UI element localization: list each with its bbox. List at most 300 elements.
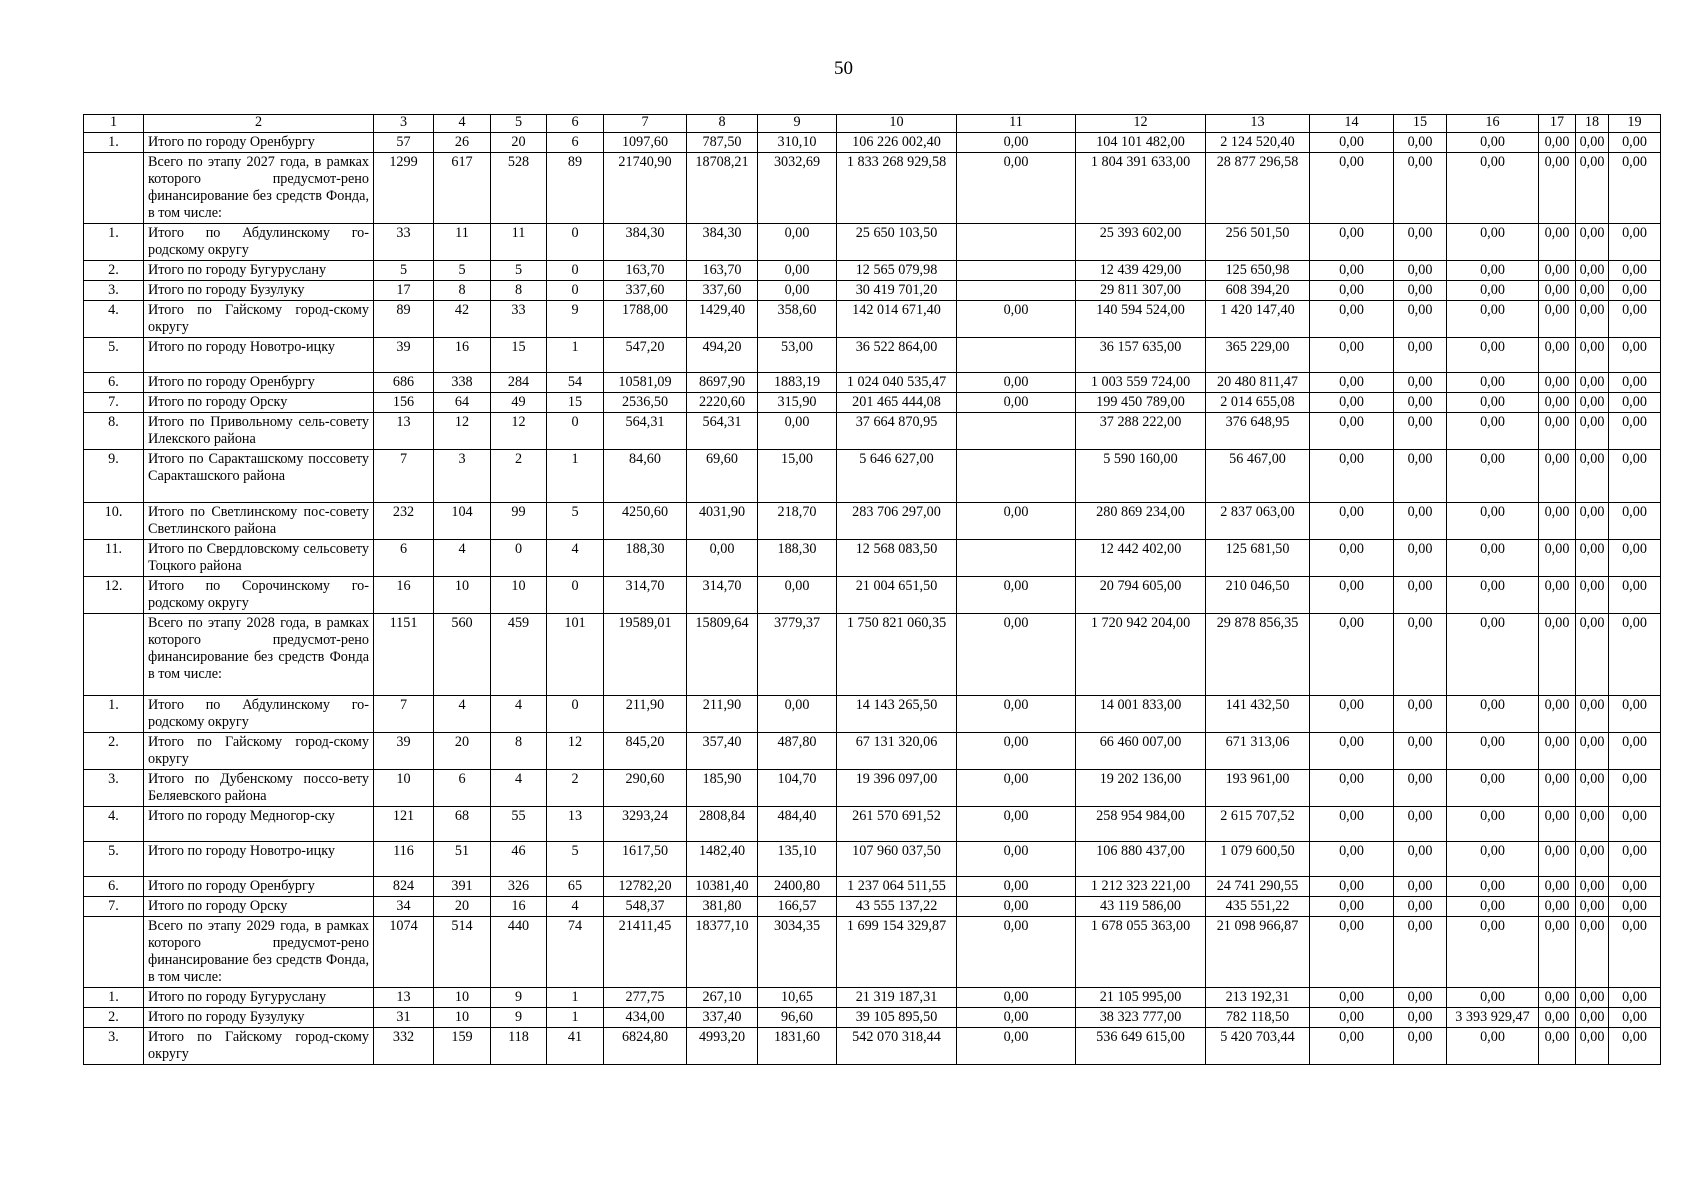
col-15-cell: 0,00: [1394, 301, 1447, 338]
col-5-cell: 4: [491, 696, 547, 733]
row-name-cell: Итого по Абдулинскому го-родскому округу: [144, 224, 374, 261]
col-12-cell: 258 954 984,00: [1076, 807, 1206, 842]
col-12-cell: 199 450 789,00: [1076, 393, 1206, 413]
col-10-cell: 283 706 297,00: [837, 503, 957, 540]
row-number-cell: 6.: [84, 877, 144, 897]
col-18-cell: 0,00: [1576, 988, 1609, 1008]
col-15-cell: 0,00: [1394, 988, 1447, 1008]
col-5-cell: 33: [491, 301, 547, 338]
col-14-cell: 0,00: [1310, 1028, 1394, 1065]
col-11-cell: 0,00: [957, 1008, 1076, 1028]
col-11-cell: [957, 413, 1076, 450]
col-19-cell: 0,00: [1609, 988, 1661, 1008]
col-3-cell: 31: [374, 1008, 434, 1028]
row-name-cell: Всего по этапу 2028 года, в рамках которого предусмот-рено финансирование без средств Фонда в том числе:: [144, 614, 374, 696]
col-5-cell: 8: [491, 281, 547, 301]
col-6-cell: 4: [547, 897, 604, 917]
col-10-cell: 39 105 895,50: [837, 1008, 957, 1028]
row-name-cell: Итого по городу Оренбургу: [144, 877, 374, 897]
col-11-cell: 0,00: [957, 770, 1076, 807]
col-12-cell: 1 003 559 724,00: [1076, 373, 1206, 393]
col-9-cell: 104,70: [758, 770, 837, 807]
col-4-cell: 104: [434, 503, 491, 540]
row-number-cell: [84, 153, 144, 224]
col-13-cell: 13: [1206, 115, 1310, 133]
col-19-cell: 0,00: [1609, 373, 1661, 393]
col-12-cell: 29 811 307,00: [1076, 281, 1206, 301]
col-8-cell: 69,60: [687, 450, 758, 503]
col-17-cell: 0,00: [1539, 577, 1576, 614]
col-11-cell: [957, 450, 1076, 503]
col-6-cell: 12: [547, 733, 604, 770]
col-14-cell: 0,00: [1310, 1008, 1394, 1028]
col-9-cell: 484,40: [758, 807, 837, 842]
col-15-cell: 0,00: [1394, 450, 1447, 503]
table-row: [84, 897, 1661, 917]
col-10-cell: 36 522 864,00: [837, 338, 957, 373]
col-4-cell: 159: [434, 1028, 491, 1065]
col-7-cell: 547,20: [604, 338, 687, 373]
col-13-cell: 608 394,20: [1206, 281, 1310, 301]
col-12-cell: 5 590 160,00: [1076, 450, 1206, 503]
col-5-cell: 326: [491, 877, 547, 897]
col-3-cell: 1151: [374, 614, 434, 696]
col-13-cell: 782 118,50: [1206, 1008, 1310, 1028]
col-11-cell: 0,00: [957, 133, 1076, 153]
col-11-cell: 0,00: [957, 577, 1076, 614]
col-10-cell: 1 237 064 511,55: [837, 877, 957, 897]
col-18-cell: 0,00: [1576, 770, 1609, 807]
table-row: [84, 301, 1661, 338]
col-19-cell: 0,00: [1609, 261, 1661, 281]
col-5-cell: 15: [491, 338, 547, 373]
col-11-cell: 0,00: [957, 301, 1076, 338]
col-8-cell: 564,31: [687, 413, 758, 450]
col-10-cell: 14 143 265,50: [837, 696, 957, 733]
col-8-cell: 4993,20: [687, 1028, 758, 1065]
col-9-cell: 315,90: [758, 393, 837, 413]
col-6-cell: 2: [547, 770, 604, 807]
row-name-cell: Итого по Саракташскому поссовету Саракташского района: [144, 450, 374, 503]
col-13-cell: 210 046,50: [1206, 577, 1310, 614]
row-name-cell: Всего по этапу 2027 года, в рамках которого предусмот-рено финансирование без средств Фонда, в том числе:: [144, 153, 374, 224]
col-7-cell: 188,30: [604, 540, 687, 577]
col-6-cell: 0: [547, 224, 604, 261]
col-14-cell: 0,00: [1310, 770, 1394, 807]
col-18-cell: 0,00: [1576, 301, 1609, 338]
row-number-cell: 1.: [84, 224, 144, 261]
row-name-cell: Итого по Гайскому город-скому округу: [144, 1028, 374, 1065]
col-18-cell: 0,00: [1576, 577, 1609, 614]
row-name-cell: Итого по Привольному сель-совету Илекского района: [144, 413, 374, 450]
col-9-cell: 358,60: [758, 301, 837, 338]
col-18-cell: 0,00: [1576, 338, 1609, 373]
col-3-cell: 33: [374, 224, 434, 261]
col-6-cell: 1: [547, 338, 604, 373]
col-11-cell: 0,00: [957, 897, 1076, 917]
table-row: [84, 413, 1661, 450]
col-13-cell: 56 467,00: [1206, 450, 1310, 503]
col-17-cell: 0,00: [1539, 133, 1576, 153]
col-16-cell: 0,00: [1447, 450, 1539, 503]
col-8-cell: 384,30: [687, 224, 758, 261]
col-19-cell: 0,00: [1609, 413, 1661, 450]
col-11-cell: 0,00: [957, 877, 1076, 897]
row-name-cell: Итого по Свердловскому сельсовету Тоцкого района: [144, 540, 374, 577]
col-13-cell: 20 480 811,47: [1206, 373, 1310, 393]
col-7-cell: 21411,45: [604, 917, 687, 988]
col-4-cell: 6: [434, 770, 491, 807]
col-10-cell: 1 833 268 929,58: [837, 153, 957, 224]
col-19-cell: 0,00: [1609, 614, 1661, 696]
row-name-cell: Итого по городу Оренбургу: [144, 133, 374, 153]
col-9-cell: 0,00: [758, 224, 837, 261]
col-12-cell: 66 460 007,00: [1076, 733, 1206, 770]
table-row: [84, 261, 1661, 281]
col-11-cell: 0,00: [957, 373, 1076, 393]
table-row: [84, 770, 1661, 807]
col-5-cell: 55: [491, 807, 547, 842]
row-number-cell: 7.: [84, 393, 144, 413]
col-19-cell: 0,00: [1609, 393, 1661, 413]
col-10-cell: 142 014 671,40: [837, 301, 957, 338]
col-6-cell: 0: [547, 696, 604, 733]
col-18-cell: 0,00: [1576, 153, 1609, 224]
col-3-cell: 34: [374, 897, 434, 917]
col-18-cell: 0,00: [1576, 503, 1609, 540]
row-name-cell: Итого по городу Орску: [144, 393, 374, 413]
col-7-cell: 163,70: [604, 261, 687, 281]
col-16-cell: 0,00: [1447, 281, 1539, 301]
col-11-cell: 0,00: [957, 614, 1076, 696]
col-14-cell: 0,00: [1310, 338, 1394, 373]
col-12-cell: 12: [1076, 115, 1206, 133]
col-16-cell: 0,00: [1447, 877, 1539, 897]
col-8-cell: 0,00: [687, 540, 758, 577]
col-15-cell: 0,00: [1394, 807, 1447, 842]
col-9-cell: 218,70: [758, 503, 837, 540]
row-name-cell: Итого по городу Медногор-ску: [144, 807, 374, 842]
col-18-cell: 0,00: [1576, 450, 1609, 503]
col-19-cell: 0,00: [1609, 1028, 1661, 1065]
col-3-cell: 824: [374, 877, 434, 897]
col-17-cell: 0,00: [1539, 540, 1576, 577]
col-7-cell: 12782,20: [604, 877, 687, 897]
col-12-cell: 14 001 833,00: [1076, 696, 1206, 733]
col-19-cell: 0,00: [1609, 842, 1661, 877]
row-number-cell: 5.: [84, 842, 144, 877]
col-8-cell: 1482,40: [687, 842, 758, 877]
row-number-cell: [84, 917, 144, 988]
row-name-cell: Итого по Гайскому город-скому округу: [144, 733, 374, 770]
col-3-cell: 116: [374, 842, 434, 877]
col-4-cell: 12: [434, 413, 491, 450]
col-15-cell: 0,00: [1394, 261, 1447, 281]
col-17-cell: 0,00: [1539, 281, 1576, 301]
row-number-cell: 10.: [84, 503, 144, 540]
col-17-cell: 0,00: [1539, 153, 1576, 224]
col-9-cell: 15,00: [758, 450, 837, 503]
col-11-cell: [957, 281, 1076, 301]
col-3-cell: 16: [374, 577, 434, 614]
col-15-cell: 0,00: [1394, 413, 1447, 450]
col-16-cell: 0,00: [1447, 261, 1539, 281]
col-10-cell: 261 570 691,52: [837, 807, 957, 842]
col-8-cell: 2220,60: [687, 393, 758, 413]
col-14-cell: 0,00: [1310, 696, 1394, 733]
col-16-cell: 0,00: [1447, 917, 1539, 988]
col-5-cell: 459: [491, 614, 547, 696]
col-15-cell: 15: [1394, 115, 1447, 133]
col-12-cell: 21 105 995,00: [1076, 988, 1206, 1008]
col-8-cell: 4031,90: [687, 503, 758, 540]
col-9-cell: 487,80: [758, 733, 837, 770]
col-4-cell: 10: [434, 1008, 491, 1028]
col-3-cell: 89: [374, 301, 434, 338]
col-13-cell: 1 079 600,50: [1206, 842, 1310, 877]
col-14-cell: 0,00: [1310, 842, 1394, 877]
col-10-cell: 201 465 444,08: [837, 393, 957, 413]
col-18-cell: 0,00: [1576, 733, 1609, 770]
row-number-cell: 11.: [84, 540, 144, 577]
col-7-cell: 1097,60: [604, 133, 687, 153]
col-19-cell: 0,00: [1609, 770, 1661, 807]
col-15-cell: 0,00: [1394, 1028, 1447, 1065]
col-15-cell: 0,00: [1394, 897, 1447, 917]
table-row: [84, 988, 1661, 1008]
col-14-cell: 0,00: [1310, 577, 1394, 614]
col-7-cell: 548,37: [604, 897, 687, 917]
col-9-cell: 0,00: [758, 261, 837, 281]
col-14-cell: 0,00: [1310, 917, 1394, 988]
col-3-cell: 1299: [374, 153, 434, 224]
col-10-cell: 25 650 103,50: [837, 224, 957, 261]
col-10-cell: 1 024 040 535,47: [837, 373, 957, 393]
col-18-cell: 0,00: [1576, 393, 1609, 413]
col-5-cell: 5: [491, 115, 547, 133]
col-9-cell: 0,00: [758, 413, 837, 450]
col-14-cell: 0,00: [1310, 133, 1394, 153]
col-13-cell: 24 741 290,55: [1206, 877, 1310, 897]
col-18-cell: 0,00: [1576, 1028, 1609, 1065]
col-3-cell: 332: [374, 1028, 434, 1065]
col-7-cell: 1617,50: [604, 842, 687, 877]
col-19-cell: 0,00: [1609, 153, 1661, 224]
col-3-cell: 17: [374, 281, 434, 301]
col-18-cell: 0,00: [1576, 614, 1609, 696]
col-4-cell: 617: [434, 153, 491, 224]
col-7-cell: 2536,50: [604, 393, 687, 413]
col-5-cell: 12: [491, 413, 547, 450]
col-16-cell: 16: [1447, 115, 1539, 133]
col-8-cell: 18377,10: [687, 917, 758, 988]
col-17-cell: 0,00: [1539, 503, 1576, 540]
row-number-cell: 3.: [84, 1028, 144, 1065]
col-17-cell: 0,00: [1539, 917, 1576, 988]
col-8-cell: 163,70: [687, 261, 758, 281]
col-19-cell: 0,00: [1609, 450, 1661, 503]
col-19-cell: 0,00: [1609, 877, 1661, 897]
col-10-cell: 106 226 002,40: [837, 133, 957, 153]
table-row: [84, 696, 1661, 733]
col-4-cell: 10: [434, 577, 491, 614]
col-11-cell: [957, 338, 1076, 373]
col-6-cell: 54: [547, 373, 604, 393]
col-11-cell: 0,00: [957, 807, 1076, 842]
col-10-cell: 30 419 701,20: [837, 281, 957, 301]
row-name-cell: Итого по Светлинскому пос-совету Светлинского района: [144, 503, 374, 540]
col-6-cell: 15: [547, 393, 604, 413]
col-6-cell: 5: [547, 842, 604, 877]
col-17-cell: 0,00: [1539, 393, 1576, 413]
table-row: [84, 733, 1661, 770]
col-15-cell: 0,00: [1394, 393, 1447, 413]
col-17-cell: 0,00: [1539, 897, 1576, 917]
col-19-cell: 0,00: [1609, 540, 1661, 577]
col-6-cell: 1: [547, 450, 604, 503]
col-14-cell: 14: [1310, 115, 1394, 133]
col-15-cell: 0,00: [1394, 503, 1447, 540]
col-8-cell: 211,90: [687, 696, 758, 733]
col-17-cell: 0,00: [1539, 261, 1576, 281]
col-18-cell: 0,00: [1576, 1008, 1609, 1028]
col-12-cell: 104 101 482,00: [1076, 133, 1206, 153]
col-7-cell: 19589,01: [604, 614, 687, 696]
col-5-cell: 49: [491, 393, 547, 413]
col-8-cell: 15809,64: [687, 614, 758, 696]
col-19-cell: 19: [1609, 115, 1661, 133]
col-16-cell: 0,00: [1447, 413, 1539, 450]
table-row: [84, 133, 1661, 153]
col-9-cell: 0,00: [758, 696, 837, 733]
col-18-cell: 0,00: [1576, 413, 1609, 450]
col-12-cell: 19 202 136,00: [1076, 770, 1206, 807]
col-17-cell: 0,00: [1539, 1028, 1576, 1065]
col-5-cell: 11: [491, 224, 547, 261]
table-group-row: [84, 917, 1661, 988]
col-9-cell: 3032,69: [758, 153, 837, 224]
col-16-cell: 0,00: [1447, 338, 1539, 373]
col-7-cell: 4250,60: [604, 503, 687, 540]
col-16-cell: 0,00: [1447, 540, 1539, 577]
col-4-cell: 51: [434, 842, 491, 877]
col-9-cell: 1831,60: [758, 1028, 837, 1065]
col-19-cell: 0,00: [1609, 503, 1661, 540]
table-row: [84, 373, 1661, 393]
col-18-cell: 0,00: [1576, 540, 1609, 577]
col-8-cell: 18708,21: [687, 153, 758, 224]
col-19-cell: 0,00: [1609, 281, 1661, 301]
col-10-cell: 12 565 079,98: [837, 261, 957, 281]
row-name-cell: Итого по городу Новотро-ицку: [144, 842, 374, 877]
col-13-cell: 5 420 703,44: [1206, 1028, 1310, 1065]
col-17-cell: 0,00: [1539, 1008, 1576, 1028]
col-14-cell: 0,00: [1310, 614, 1394, 696]
col-14-cell: 0,00: [1310, 261, 1394, 281]
col-14-cell: 0,00: [1310, 373, 1394, 393]
col-15-cell: 0,00: [1394, 153, 1447, 224]
col-11-cell: 0,00: [957, 917, 1076, 988]
col-10-cell: 1 750 821 060,35: [837, 614, 957, 696]
col-13-cell: 213 192,31: [1206, 988, 1310, 1008]
col-4-cell: 26: [434, 133, 491, 153]
col-3-cell: 3: [374, 115, 434, 133]
col-13-cell: 671 313,06: [1206, 733, 1310, 770]
col-6-cell: 0: [547, 281, 604, 301]
col-3-cell: 5: [374, 261, 434, 281]
row-number-cell: 2.: [84, 733, 144, 770]
col-14-cell: 0,00: [1310, 877, 1394, 897]
col-5-cell: 10: [491, 577, 547, 614]
col-16-cell: 0,00: [1447, 393, 1539, 413]
col-7-cell: 434,00: [604, 1008, 687, 1028]
col-15-cell: 0,00: [1394, 917, 1447, 988]
col-15-cell: 0,00: [1394, 614, 1447, 696]
col-19-cell: 0,00: [1609, 917, 1661, 988]
col-4-cell: 338: [434, 373, 491, 393]
col-16-cell: 3 393 929,47: [1447, 1008, 1539, 1028]
table-row: [84, 503, 1661, 540]
table-group-row: [84, 153, 1661, 224]
data-table: [83, 114, 1661, 1065]
col-17-cell: 0,00: [1539, 696, 1576, 733]
col-7-cell: 10581,09: [604, 373, 687, 393]
col-14-cell: 0,00: [1310, 393, 1394, 413]
col-8-cell: 8697,90: [687, 373, 758, 393]
col-18-cell: 0,00: [1576, 133, 1609, 153]
col-17-cell: 0,00: [1539, 338, 1576, 373]
col-15-cell: 0,00: [1394, 338, 1447, 373]
col-7-cell: 21740,90: [604, 153, 687, 224]
table-row: [84, 450, 1661, 503]
col-12-cell: 20 794 605,00: [1076, 577, 1206, 614]
row-number-cell: 3.: [84, 770, 144, 807]
row-number-cell: 1.: [84, 133, 144, 153]
col-3-cell: 1074: [374, 917, 434, 988]
col-7-cell: 384,30: [604, 224, 687, 261]
col-9-cell: 53,00: [758, 338, 837, 373]
col-12-cell: 12 439 429,00: [1076, 261, 1206, 281]
col-12-cell: 38 323 777,00: [1076, 1008, 1206, 1028]
col-8-cell: 1429,40: [687, 301, 758, 338]
col-14-cell: 0,00: [1310, 450, 1394, 503]
row-name-cell: Итого по городу Новотро-ицку: [144, 338, 374, 373]
col-9-cell: 310,10: [758, 133, 837, 153]
col-11-cell: [957, 540, 1076, 577]
col-9-cell: 166,57: [758, 897, 837, 917]
row-name-cell: Итого по городу Бугуруслану: [144, 988, 374, 1008]
col-13-cell: 1 420 147,40: [1206, 301, 1310, 338]
col-9-cell: 0,00: [758, 281, 837, 301]
col-5-cell: 99: [491, 503, 547, 540]
col-4-cell: 391: [434, 877, 491, 897]
col-3-cell: 57: [374, 133, 434, 153]
col-16-cell: 0,00: [1447, 1028, 1539, 1065]
col-5-cell: 20: [491, 133, 547, 153]
col-7-cell: 7: [604, 115, 687, 133]
table-row: [84, 393, 1661, 413]
col-8-cell: 494,20: [687, 338, 758, 373]
col-4-cell: 5: [434, 261, 491, 281]
col-12-cell: 36 157 635,00: [1076, 338, 1206, 373]
col-8-cell: 357,40: [687, 733, 758, 770]
col-17-cell: 0,00: [1539, 877, 1576, 897]
col-14-cell: 0,00: [1310, 153, 1394, 224]
col-9-cell: 2400,80: [758, 877, 837, 897]
col-9-cell: 9: [758, 115, 837, 133]
col-9-cell: 3034,35: [758, 917, 837, 988]
table-row: [84, 224, 1661, 261]
